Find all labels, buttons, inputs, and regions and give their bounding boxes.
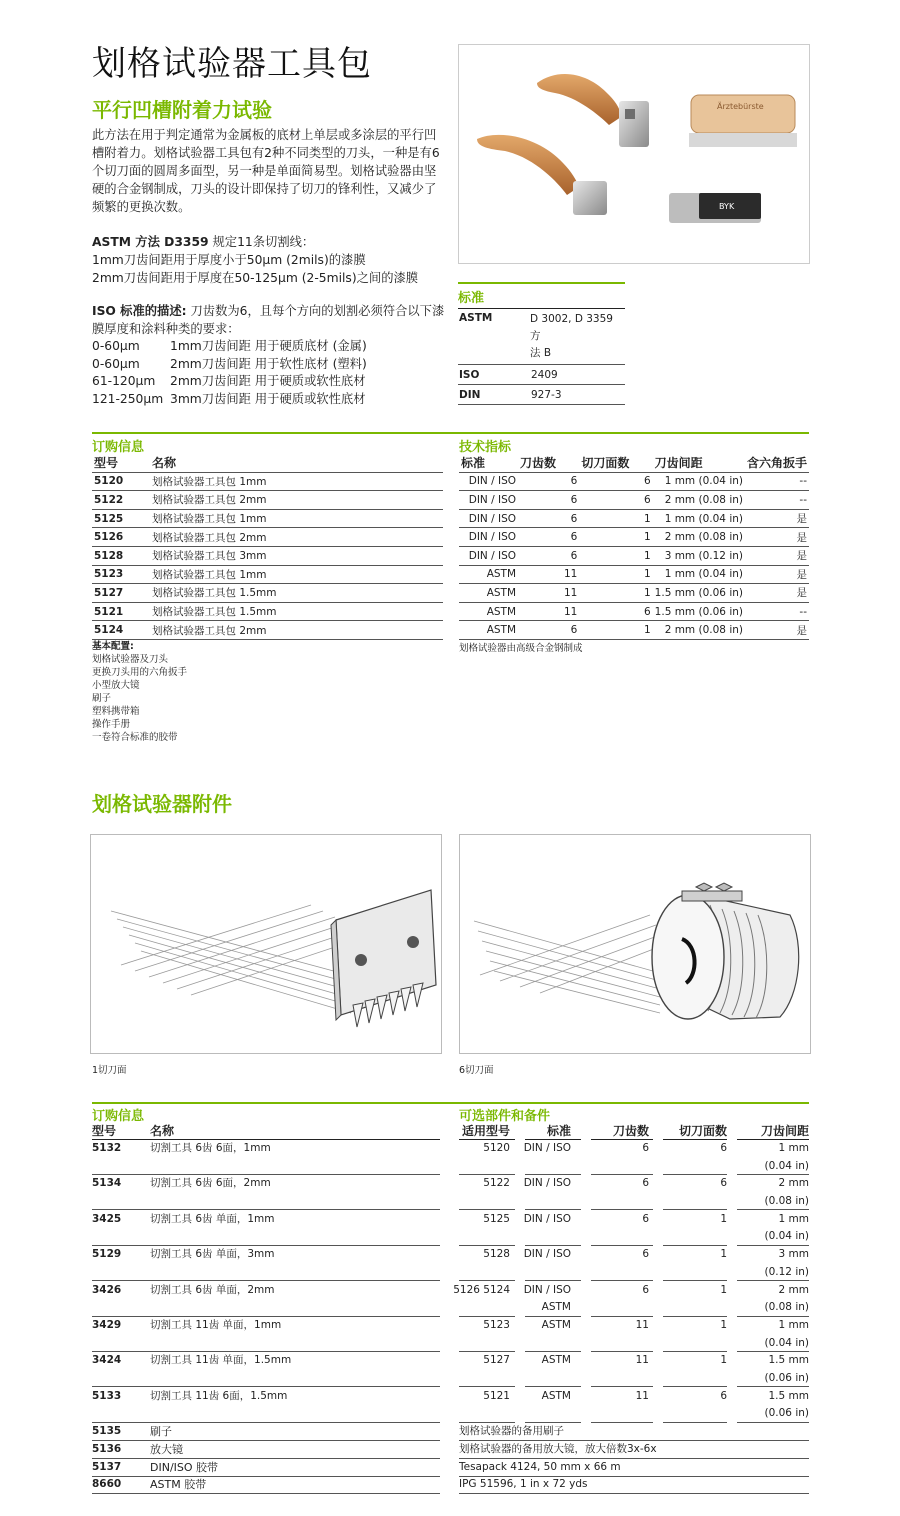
- standard: DIN / ISO: [459, 472, 518, 491]
- part-name: 切割工具 6齿 6面，2mm: [150, 1177, 271, 1190]
- tooth-spacing: 1.5 mm: [768, 1389, 809, 1402]
- product-name: 划格试验器工具包 1mm: [150, 509, 443, 528]
- col-name: 名称: [150, 1124, 175, 1138]
- iso-row: [92, 373, 367, 391]
- face-count: 1: [720, 1248, 727, 1261]
- standard: DIN / ISO: [459, 528, 518, 547]
- product-name: 划格试验器工具包 1mm: [150, 472, 443, 491]
- six-face-illustration: [459, 834, 811, 1054]
- hex-wrench: 是: [745, 621, 809, 640]
- product-photo: [458, 44, 810, 264]
- order1-spec-row: [459, 491, 809, 510]
- config-title: 基本配置:: [92, 641, 134, 652]
- order1-row: [92, 472, 443, 491]
- face-count: 6: [579, 602, 652, 621]
- tooth-spacing-in: (0.04 in): [764, 1336, 809, 1349]
- teeth-count: 6: [642, 1177, 649, 1190]
- model-number: 8660: [92, 1478, 122, 1491]
- order2-row: [92, 1317, 809, 1352]
- col-model: 型号: [92, 1124, 117, 1138]
- iso-heading: ISO 标准的描述:: [92, 304, 187, 318]
- blade-hole: [407, 936, 419, 948]
- order1-spec-row: [459, 509, 809, 528]
- config-item: 一卷符合标准的胶带: [92, 732, 178, 743]
- order2-extra-row: [92, 1459, 809, 1477]
- face-count: 6: [579, 491, 652, 510]
- tooth-spacing: 1 mm (0.04 in): [653, 472, 745, 491]
- fits-model: 5126 5124: [453, 1283, 510, 1296]
- model-number: 5121: [92, 602, 150, 621]
- order2-row: [92, 1352, 809, 1387]
- face-count: 1: [720, 1283, 727, 1296]
- fits-model: 5122: [483, 1177, 510, 1190]
- hex-wrench: --: [745, 602, 809, 621]
- standard: DIN / ISO: [459, 509, 518, 528]
- tooth-spacing: 2 mm: [778, 1283, 809, 1296]
- fits-model: 5127: [483, 1354, 510, 1367]
- col-name: 名称: [150, 454, 443, 472]
- tooth-spacing: 1 mm: [778, 1318, 809, 1331]
- iso-heading-rest: 刀齿数为6，且每个方向的划割必须符合以下漆膜厚度和涂料种类的要求：: [92, 304, 445, 336]
- order1-row: [92, 546, 443, 565]
- order2-row: [92, 1211, 809, 1246]
- order1-row: [92, 584, 443, 603]
- face-count: 1: [579, 546, 652, 565]
- brush-bristles: [689, 133, 797, 147]
- tooth-spacing: 1 mm (0.04 in): [653, 565, 745, 584]
- model-number: 5124: [92, 621, 150, 640]
- part-name: 切割工具 11齿 单面，1mm: [150, 1318, 282, 1331]
- model-number: 3429: [92, 1318, 122, 1331]
- caption-single-face: 1切刀面: [92, 1065, 127, 1076]
- tooth-spacing-in: (0.06 in): [764, 1407, 809, 1420]
- tooth-spacing-in: (0.12 in): [764, 1265, 809, 1278]
- product-name: 划格试验器工具包 2mm: [150, 528, 443, 547]
- iso-block: [92, 303, 452, 408]
- col-fits: 适用型号: [461, 1124, 510, 1138]
- standard-name: ISO: [459, 368, 480, 381]
- standard: ASTM: [459, 584, 518, 603]
- iso-thickness: 121-250μm: [92, 391, 164, 406]
- standard: DIN / ISO: [523, 1283, 571, 1296]
- iso-row: [92, 356, 367, 374]
- brush: [691, 95, 795, 133]
- fits-model: 5121: [483, 1389, 510, 1402]
- col-faces: 切刀面数: [678, 1124, 727, 1138]
- part-description: IPG 51596, 1 in x 72 yds: [459, 1478, 588, 1491]
- hex-wrench: 是: [745, 565, 809, 584]
- iso-row: [92, 391, 367, 409]
- teeth-count: 6: [518, 546, 579, 565]
- config-block: [92, 640, 187, 744]
- tooth-spacing: 1.5 mm: [768, 1354, 809, 1367]
- page-subtitle: 平行凹槽附着力试验: [92, 98, 272, 122]
- order2-extra-row: [92, 1441, 809, 1459]
- standard-row: [458, 365, 625, 385]
- iso-thickness: 0-60μm: [92, 339, 140, 353]
- iso-spacing: 3mm刀齿间距 用于硬质或软性底材: [170, 391, 366, 406]
- part-name: 切割工具 11齿 单面，1.5mm: [150, 1354, 292, 1367]
- part-description: 划格试验器的备用放大镜，放大倍数3x-6x: [459, 1442, 657, 1455]
- six-face-cutter-drawing: [460, 835, 810, 1053]
- model-number: 3424: [92, 1354, 122, 1367]
- part-name: 放大镜: [150, 1442, 183, 1456]
- drum-face: [652, 895, 724, 1019]
- model-number: 5128: [92, 546, 150, 565]
- iso-spacing: 1mm刀齿间距 用于硬质底材 (金属): [170, 339, 367, 353]
- tooth-spacing-in: (0.04 in): [764, 1230, 809, 1243]
- model-number: 5135: [92, 1425, 122, 1438]
- tooth-spacing: 2 mm (0.08 in): [653, 621, 745, 640]
- order1-spec-row: [459, 546, 809, 565]
- astm-heading: ASTM 方法 D3359: [92, 235, 209, 249]
- order2-row: [92, 1388, 809, 1423]
- model-number: 5129: [92, 1248, 122, 1261]
- col-standard: 标准: [546, 1124, 571, 1138]
- part-name: 刷子: [150, 1425, 172, 1439]
- order1-header: [459, 454, 809, 472]
- tooth-spacing-in: (0.06 in): [764, 1371, 809, 1384]
- teeth-count: 11: [635, 1389, 649, 1402]
- standard: ASTM: [541, 1354, 571, 1367]
- face-count: 6: [720, 1389, 727, 1402]
- standards-table: [458, 309, 625, 405]
- tooth-spacing: 2 mm (0.08 in): [653, 491, 745, 510]
- standard: ASTM: [459, 565, 518, 584]
- teeth-count: 11: [518, 602, 579, 621]
- face-count: 1: [579, 528, 652, 547]
- col-standard: 标准: [459, 454, 518, 472]
- part-name: 切割工具 6齿 单面，2mm: [150, 1283, 275, 1296]
- kit-illustration: [459, 45, 809, 263]
- standard: ASTM: [459, 602, 518, 621]
- standards-title: 标准: [458, 291, 485, 306]
- part-description: 划格试验器的备用刷子: [459, 1425, 564, 1438]
- brush-label: Ärztebürste: [717, 102, 764, 111]
- tooth-spacing-in: (0.08 in): [764, 1301, 809, 1314]
- order1-row: [92, 621, 443, 640]
- teeth-count: 6: [518, 509, 579, 528]
- teeth-count: 6: [642, 1142, 649, 1154]
- standards-box: [458, 282, 625, 405]
- iso-thickness: 0-60μm: [92, 356, 140, 371]
- order1-spec-row: [459, 472, 809, 491]
- hex-wrench: --: [745, 472, 809, 491]
- face-count: 1: [720, 1318, 727, 1331]
- astm-line: 1mm刀齿间距用于厚度小于50μm (2mils)的漆膜: [92, 253, 366, 267]
- tooth-spacing: 1.5 mm (0.06 in): [653, 584, 745, 603]
- intro-paragraph: 此方法在用于判定通常为金属板的底材上单层或多涂层的平行凹槽附着力。划格试验器工具包有2种不同类型的刀头，一种是有6个切刀面的圆周多面型，另一种是单面简易型。划格试验器由坚硬的合金钢制成，刀头的设计即保持了切刀的锋利性，又减少了频繁的更换次数。: [92, 128, 440, 214]
- standard-row: [458, 309, 625, 365]
- tooth-spacing-in: (0.08 in): [764, 1194, 809, 1207]
- order1-row: [92, 528, 443, 547]
- iso-table: [92, 338, 367, 408]
- model-number: 5136: [92, 1442, 122, 1455]
- iso-row: [92, 338, 367, 356]
- model-number: 5132: [92, 1142, 122, 1154]
- order1-header: [92, 454, 443, 472]
- order2-extra-row: [92, 1423, 809, 1441]
- standard-value: 927-3: [531, 388, 562, 401]
- handle-upper: [537, 74, 621, 125]
- col-wrench: 含六角扳手: [745, 454, 809, 472]
- blade-hole: [355, 954, 367, 966]
- standard-name: ASTM: [459, 312, 493, 324]
- model-number: 5137: [92, 1460, 122, 1473]
- standard: DIN / ISO: [459, 546, 518, 565]
- model-number: 5123: [92, 565, 150, 584]
- model-number: 5125: [92, 509, 150, 528]
- standard: DIN / ISO: [459, 491, 518, 510]
- teeth-count: 6: [518, 491, 579, 510]
- standard-value: D 3002, D 3359 方: [530, 313, 613, 342]
- order1-spec-row: [459, 565, 809, 584]
- face-count: 1: [579, 584, 652, 603]
- product-name: 划格试验器工具包 2mm: [150, 491, 443, 510]
- order2-row: [92, 1140, 809, 1175]
- case-label: BYK: [719, 202, 735, 211]
- model-number: 5133: [92, 1389, 122, 1402]
- order2-extra-row: [92, 1476, 809, 1494]
- order2-header: [92, 1122, 809, 1140]
- standard: DIN / ISO: [523, 1177, 571, 1190]
- part-name: 切割工具 11齿 6面，1.5mm: [150, 1389, 288, 1402]
- col-faces: 切刀面数: [579, 454, 652, 472]
- config-item: 更换刀头用的六角扳手: [92, 667, 188, 678]
- fits-model: 5120: [483, 1142, 510, 1154]
- iso-thickness: 61-120μm: [92, 374, 156, 388]
- hex-wrench: --: [745, 491, 809, 510]
- part-description: Tesapack 4124, 50 mm x 66 m: [459, 1460, 621, 1473]
- standard: ASTM: [459, 621, 518, 640]
- accessories-title: 划格试验器附件: [92, 792, 232, 816]
- model-number: 3426: [92, 1283, 122, 1296]
- config-item: 小型放大镜: [92, 680, 140, 691]
- face-count: 6: [720, 1142, 727, 1154]
- fits-model: 5123: [483, 1318, 510, 1331]
- single-face-cutter-drawing: [91, 835, 441, 1053]
- order1-row: [92, 491, 443, 510]
- product-name: 划格试验器工具包 1mm: [150, 565, 443, 584]
- fits-model: 5128: [483, 1248, 510, 1261]
- face-count: 1: [579, 621, 652, 640]
- model-number: 5122: [92, 491, 150, 510]
- standard: DIN / ISO: [523, 1142, 571, 1154]
- order1-title-left: 订购信息: [92, 440, 145, 455]
- col-model: 型号: [92, 454, 150, 472]
- config-item: 划格试验器及刀头: [92, 654, 169, 665]
- teeth-count: 11: [518, 565, 579, 584]
- fits-model: 5125: [483, 1212, 510, 1225]
- tooth-spacing: 3 mm: [778, 1248, 809, 1261]
- product-name: 划格试验器工具包 2mm: [150, 621, 443, 640]
- tooth-spacing: 2 mm: [778, 1177, 809, 1190]
- col-spacing: 刀齿间距: [760, 1124, 809, 1138]
- model-number: 5120: [92, 472, 150, 491]
- standard-value: 2409: [531, 368, 558, 381]
- face-count: 6: [579, 472, 652, 491]
- astm-heading-rest: 规定11条切割线：: [208, 235, 315, 249]
- teeth-count: 6: [642, 1212, 649, 1225]
- part-name: DIN/ISO 胶带: [150, 1460, 219, 1474]
- face-count: 1: [720, 1354, 727, 1367]
- col-spacing: 刀齿间距: [653, 454, 745, 472]
- order1-title-right: 技术指标: [459, 440, 512, 455]
- single-face-illustration: [90, 834, 442, 1054]
- order1-spec-row: [459, 528, 809, 547]
- teeth-count: 11: [518, 584, 579, 603]
- product-name: 划格试验器工具包 1.5mm: [150, 584, 443, 603]
- standard: DIN / ISO: [523, 1212, 571, 1225]
- order2-row: [92, 1246, 809, 1281]
- order2-row: [92, 1175, 809, 1210]
- order2-title-right: 可选部件和备件: [459, 1109, 551, 1124]
- order2-table: [92, 1122, 809, 1494]
- order2-title-left: 订购信息: [92, 1109, 145, 1124]
- standard-value-2: 法 B: [530, 347, 552, 359]
- order1-spec-row: [459, 602, 809, 621]
- config-item: 塑料携带箱: [92, 706, 140, 717]
- tooth-spacing: 1 mm (0.04 in): [653, 509, 745, 528]
- config-item: 操作手册: [92, 719, 131, 730]
- hex-wrench: 是: [745, 584, 809, 603]
- caption-six-face: 6切刀面: [459, 1065, 494, 1076]
- material-note: 划格试验器由高级合金钢制成: [459, 643, 583, 654]
- config-item: 刷子: [92, 693, 112, 704]
- hex-wrench: 是: [745, 509, 809, 528]
- order1-row: [92, 509, 443, 528]
- teeth-count: 11: [635, 1354, 649, 1367]
- order1-spec-row: [459, 584, 809, 603]
- order1-spec-row: [459, 621, 809, 640]
- teeth-count: 6: [518, 621, 579, 640]
- standard-name: DIN: [459, 388, 481, 401]
- tooth-spacing: 1 mm: [778, 1142, 809, 1154]
- tooth-spacing-in: (0.04 in): [764, 1159, 809, 1172]
- handle-lower: [477, 135, 579, 195]
- order2-row: [92, 1282, 809, 1317]
- cutter-head-lower: [573, 181, 607, 215]
- order1-row: [92, 565, 443, 584]
- hex-wrench: 是: [745, 546, 809, 565]
- teeth-count: 6: [518, 472, 579, 491]
- teeth-count: 6: [642, 1248, 649, 1261]
- face-count: 1: [579, 509, 652, 528]
- astm-block: [92, 233, 452, 287]
- cutter-head-upper: [619, 101, 649, 147]
- page-title: 划格试验器工具包: [92, 44, 372, 84]
- face-count: 1: [720, 1212, 727, 1225]
- model-number: 3425: [92, 1212, 122, 1225]
- part-name: 切割工具 6齿 单面，1mm: [150, 1212, 275, 1225]
- standard: ASTM: [541, 1318, 571, 1331]
- product-name: 划格试验器工具包 3mm: [150, 546, 443, 565]
- col-teeth: 刀齿数: [612, 1124, 649, 1138]
- product-name: 划格试验器工具包 1.5mm: [150, 602, 443, 621]
- model-number: 5127: [92, 584, 150, 603]
- standard-row: [458, 385, 625, 405]
- order1-right-table: [459, 454, 809, 640]
- tooth-spacing: 2 mm (0.08 in): [653, 528, 745, 547]
- model-number: 5134: [92, 1177, 122, 1190]
- teeth-count: 6: [642, 1283, 649, 1296]
- standard-2: ASTM: [541, 1301, 571, 1314]
- model-number: 5126: [92, 528, 150, 547]
- face-count: 1: [579, 565, 652, 584]
- teeth-count: 11: [635, 1318, 649, 1331]
- col-teeth: 刀齿数: [518, 454, 579, 472]
- tooth-spacing: 1 mm: [778, 1212, 809, 1225]
- part-name: 切割工具 6齿 单面，3mm: [150, 1248, 275, 1261]
- order1-row: [92, 602, 443, 621]
- astm-line: 2mm刀齿间距用于厚度在50-125μm (2-5mils)之间的漆膜: [92, 271, 419, 285]
- tooth-spacing: 1.5 mm (0.06 in): [653, 602, 745, 621]
- part-name: 切割工具 6齿 6面，1mm: [150, 1142, 271, 1154]
- face-count: 6: [720, 1177, 727, 1190]
- teeth-count: 6: [518, 528, 579, 547]
- order1-left-table: [92, 454, 443, 640]
- iso-spacing: 2mm刀齿间距 用于硬质或软性底材: [170, 374, 366, 388]
- part-name: ASTM 胶带: [150, 1478, 207, 1492]
- standard: ASTM: [541, 1389, 571, 1402]
- tooth-spacing: 3 mm (0.12 in): [653, 546, 745, 565]
- iso-spacing: 2mm刀齿间距 用于软性底材 (塑料): [170, 356, 367, 371]
- hex-wrench: 是: [745, 528, 809, 547]
- standard: DIN / ISO: [523, 1248, 571, 1261]
